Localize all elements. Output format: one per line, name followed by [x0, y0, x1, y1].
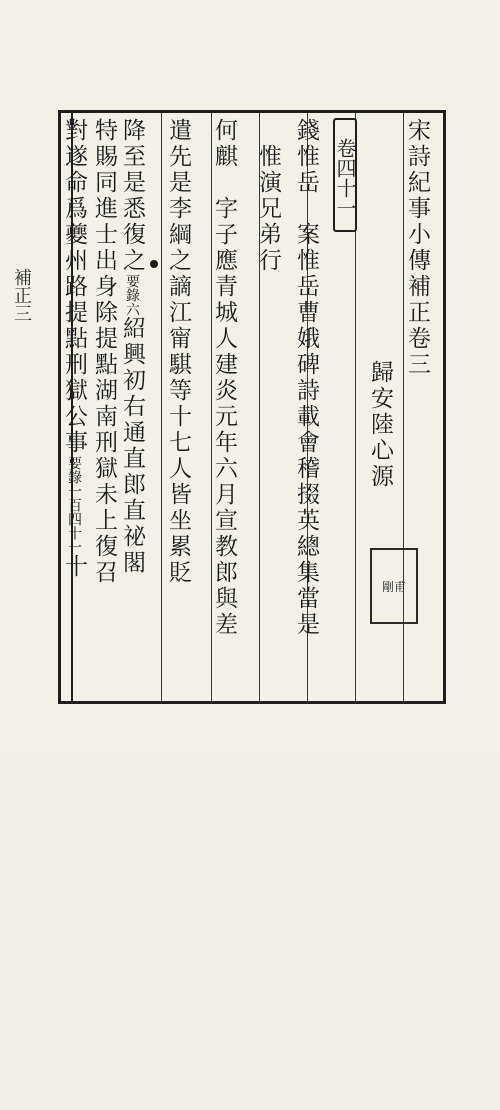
text-column-part: 對遂命爲夔州路提點刑獄公事 [61, 118, 87, 456]
annotation: 要錄一百四十一 [66, 456, 82, 554]
column-rule [161, 113, 162, 701]
punctuation-dot [150, 260, 158, 268]
text-column [62, 118, 85, 868]
text-column: 遣先是李綱之謫江甯騏等十七人皆坐累貶 [165, 118, 191, 586]
book-title: 宋詩紀事小傳補正卷三 [404, 118, 430, 378]
marginal-label: 補正三 [11, 268, 32, 322]
author-line: 歸安陸心源 [367, 360, 393, 490]
text-column-part: 紹興初右通直郎直祕閣 [119, 316, 145, 576]
text-column-part: 降至是悉復之 [119, 118, 145, 274]
text-column: 何麒 字子應青城人建炎元年六月宣教郎與差 [211, 118, 237, 638]
text-column: 錢惟岳 案惟岳曹娥碑詩載會稽掇英總集當是 [293, 118, 319, 638]
text-column: 惟演兄弟行 [255, 118, 281, 274]
seal-text: 剛甫 [381, 579, 406, 594]
annotation: 要錄六 [124, 274, 140, 316]
text-column-part: 十 [61, 554, 87, 580]
author-seal [370, 548, 418, 624]
volume-badge: 卷四十一 [333, 118, 357, 232]
text-column: 特賜同進士出身除提點湖南刑獄未上復召 [91, 118, 117, 586]
text-column [120, 118, 143, 868]
